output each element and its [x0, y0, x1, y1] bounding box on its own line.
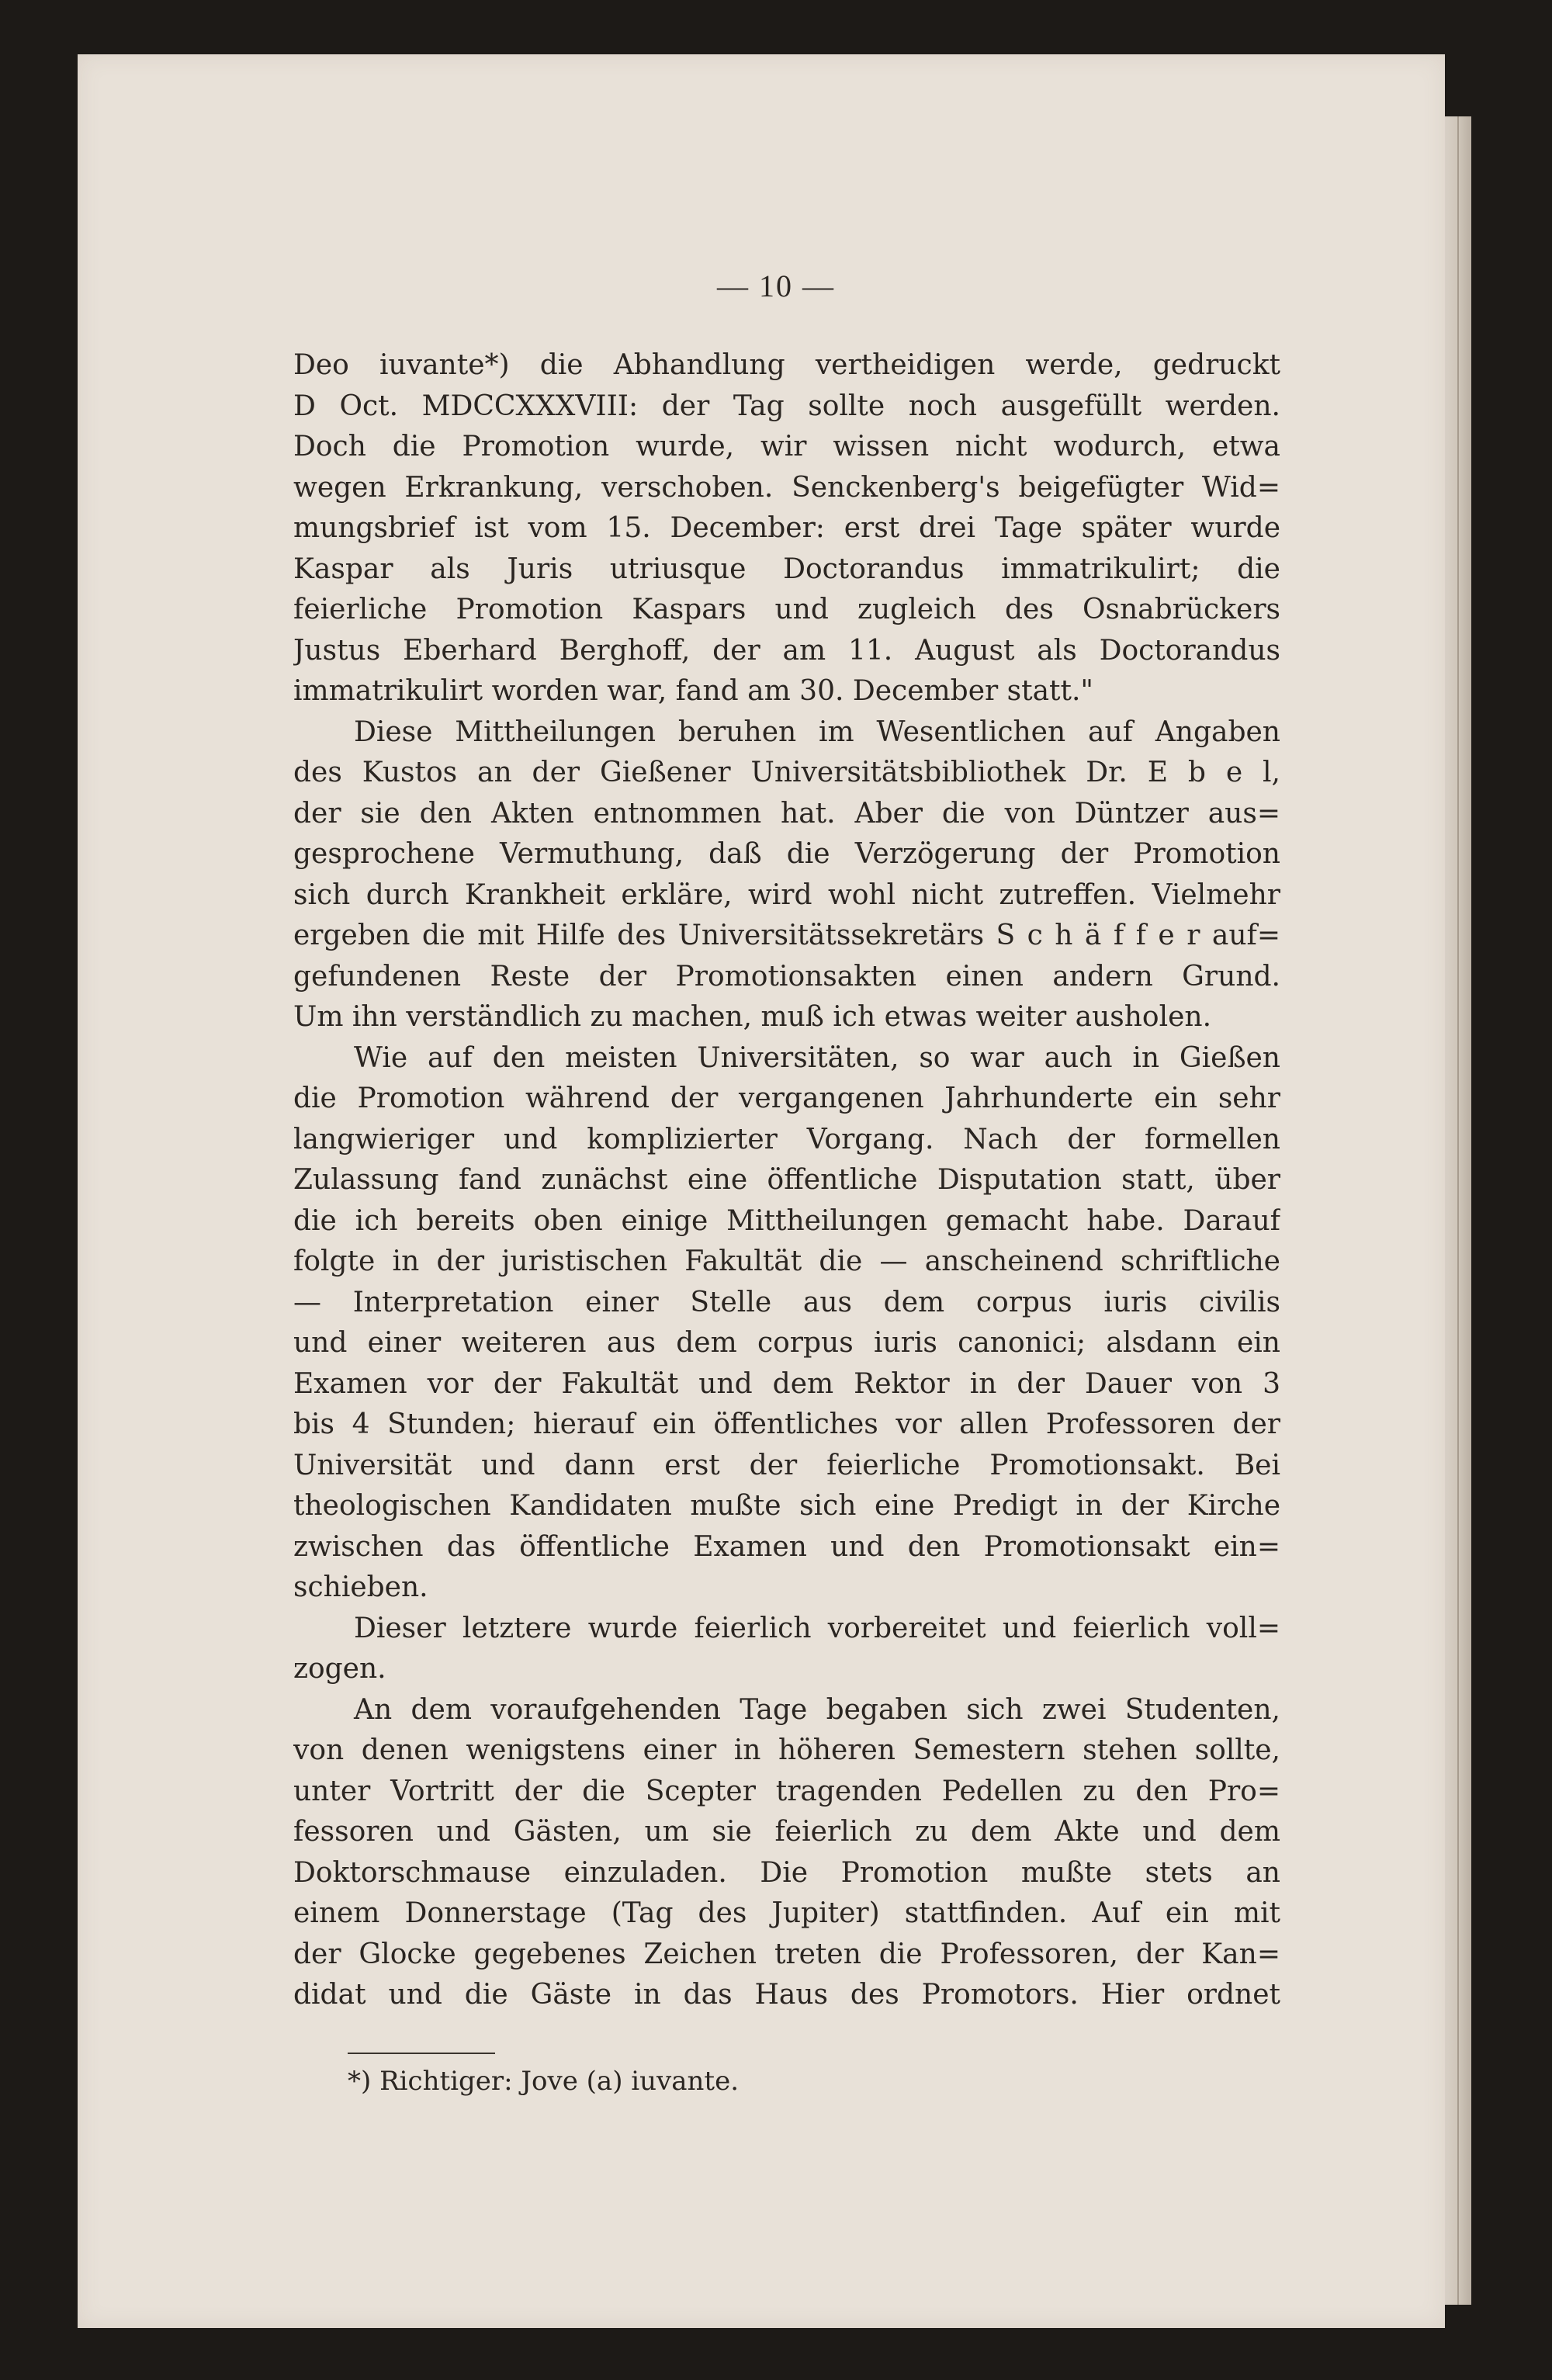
text-line: theologischen Kandidaten mußte sich eine Predigt in der Kirche: [293, 1490, 1280, 1522]
text-line: die Promotion während der vergangenen Jahrhunderte ein sehr: [293, 1083, 1280, 1114]
page-edge-line: [1457, 116, 1459, 2305]
text-line: gefundenen Reste der Promotionsakten einen andern Grund.: [293, 960, 1280, 993]
text-line: D Oct. MDCCXXXVIII: der Tag sollte noch ausgefüllt werden.: [293, 390, 1280, 422]
text-line: Examen vor der Fakultät und dem Rektor in der Dauer von 3: [293, 1367, 1280, 1400]
text-line: Universität und dann erst der feierliche Promotionsakt. Bei: [293, 1449, 1280, 1481]
text-line: Doch die Promotion wurde, wir wissen nicht wodurch, etwa: [293, 431, 1280, 462]
text-line: feierliche Promotion Kaspars und zugleich des Osnabrückers: [293, 594, 1280, 625]
text-line: zogen.: [293, 1653, 386, 1685]
text-line: gesprochene Vermuthung, daß die Verzögerung der Promotion: [293, 838, 1280, 870]
text-line: Kaspar als Juris utriusque Doctorandus immatrikulirt; die: [293, 553, 1280, 585]
footnote-rule: [348, 2053, 495, 2054]
text-line: die ich bereits oben einige Mittheilungen gemacht habe. Darauf: [293, 1204, 1280, 1237]
text-line: sich durch Krankheit erkläre, wird wohl nicht zutreffen. Vielmehr: [293, 878, 1280, 911]
text-line: unter Vortritt der die Scepter tragenden Pedellen zu den Pro=: [293, 1775, 1280, 1807]
text-line: — Interpretation einer Stelle aus dem corpus iuris civilis: [293, 1286, 1280, 1318]
text-line: schieben.: [293, 1571, 428, 1603]
text-line: ergeben die mit Hilfe des Universitätssekretärs S c h ä f f e r auf=: [293, 920, 1280, 951]
text-line: Wie auf den meisten Universitäten, so war auch in Gießen: [354, 1041, 1280, 1074]
text-line: mungsbrief ist vom 15. December: erst drei Tage später wurde: [293, 512, 1280, 544]
footnote: *) Richtiger: Jove (a) iuvante.: [348, 2066, 740, 2097]
text-line: bis 4 Stunden; hierauf ein öffentliches vor allen Professoren der: [293, 1408, 1280, 1440]
text-line: Dieser letztere wurde feierlich vorbereitet und feierlich voll=: [354, 1612, 1280, 1644]
text-line: des Kustos an der Gießener Universitätsbibliothek Dr. E b e l,: [293, 757, 1280, 788]
text-line: fessoren und Gästen, um sie feierlich zu dem Akte und dem: [293, 1816, 1280, 1848]
text-line: langwieriger und komplizierter Vorgang. Nach der formellen: [293, 1123, 1280, 1155]
text-line: An dem voraufgehenden Tage begaben sich zwei Studenten,: [354, 1693, 1280, 1726]
text-line: Diese Mittheilungen beruhen im Wesentlichen auf Angaben: [354, 715, 1280, 748]
text-line: didat und die Gäste in das Haus des Promotors. Hier ordnet: [293, 1979, 1280, 2011]
text-line: von denen wenigstens einer in höheren Semestern stehen sollte,: [293, 1734, 1280, 1766]
page-number: — 10 —: [717, 268, 835, 303]
text-line: einem Donnerstage (Tag des Jupiter) stattfinden. Auf ein mit: [293, 1897, 1280, 1929]
text-line: Um ihn verständlich zu machen, muß ich etwas weiter ausholen.: [293, 1001, 1212, 1033]
body-text: [293, 345, 1280, 2016]
text-line: Deo iuvante*) die Abhandlung vertheidigen werde, gedruckt: [293, 349, 1280, 381]
text-line: zwischen das öffentliche Examen und den Promotionsakt ein=: [293, 1530, 1280, 1563]
text-line: folgte in der juristischen Fakultät die — anscheinend schriftliche: [293, 1245, 1280, 1277]
text-line: Doktorschmause einzuladen. Die Promotion mußte stets an: [293, 1856, 1280, 1889]
text-line: Justus Eberhard Berghoff, der am 11. August als Doctorandus: [293, 634, 1280, 667]
text-line: der Glocke gegebenes Zeichen treten die Professoren, der Kan=: [293, 1938, 1280, 1970]
text-line: immatrikulirt worden war, fand am 30. December statt.": [293, 675, 1093, 707]
text-line: der sie den Akten entnommen hat. Aber die von Düntzer aus=: [293, 797, 1280, 830]
text-line: und einer weiteren aus dem corpus iuris canonici; alsdann ein: [293, 1327, 1280, 1359]
text-line: Zulassung fand zunächst eine öffentliche Disputation statt, über: [293, 1164, 1280, 1196]
text-line: wegen Erkrankung, verschoben. Senckenberg's beigefügter Wid=: [293, 471, 1280, 504]
